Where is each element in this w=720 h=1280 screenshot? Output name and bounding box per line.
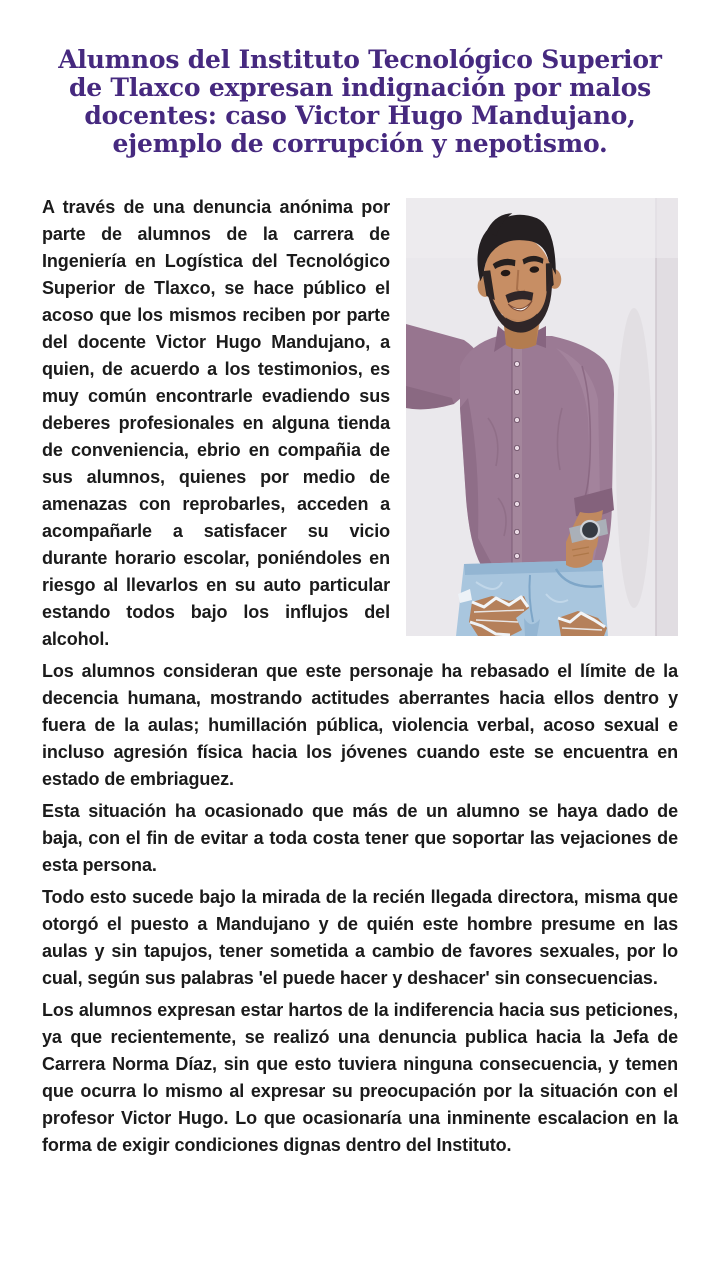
paragraph: Todo esto sucede bajo la mirada de la recién llegada directora, misma que otorgó el puesto a Mandujano y de quién este hombre presume en las aulas y sin tapujos, tener sometida a cambio de favores sexuales, por lo cual, según sus palabras 'el puede hacer y deshacer' sin consecuencias. (42, 887, 678, 988)
article-photo (406, 198, 678, 636)
headline (42, 46, 678, 158)
paragraph: Los alumnos expresan estar hartos de la indiferencia hacia sus peticiones, ya que recientemente, se realizó una denuncia publica hacia la Jefa de Carrera Norma Díaz, sin que esto tuviera ninguna consecuencia, y temen que ocurra lo mismo al expresar su preocupación por la situación con el profesor Victor Hugo. Lo que ocasionaría una inminente escalacion en la forma de exigir condiciones dignas dentro del Instituto. (42, 1000, 678, 1155)
paragraph-lead: A través de una denuncia anónima por parte de alumnos de la carrera de Ingeniería en Logística del Tecnológico Superior de Tlaxco, se hace público el acoso que los mismos reciben por parte del docente Victor Hugo Mandujano, a quien, de acuerdo a los testimonios, es muy común encontrarle evadiendo sus deberes profesionales en alguna tienda de conveniencia, ebrio en compañia de sus alumnos, quienes por medio de amenazas con reprobarles, acceden a acompañarle a satisfacer su vicio durante horario escolar, poniéndoles en riesgo al llevarlos en su auto particular estando todos bajo los influjos del alcohol. (42, 197, 390, 649)
paragraph: Esta situación ha ocasionado que más de un alumno se haya dado de baja, con el fin de evitar a toda costa tener que soportar las vejaciones de esta persona. (42, 801, 678, 875)
headline-line: de Tlaxco expresan indignación por malos (68, 73, 652, 102)
headline-line: Alumnos del Instituto Tecnológico Superior (58, 45, 662, 74)
paragraph: Los alumnos consideran que este personaje ha rebasado el límite de la decencia humana, mostrando actitudes aberrantes hacia ellos dentro y fuera de la aulas; humillación pública, violencia verbal, acoso sexual e incluso agresión física hacia los jóvenes cuando este se encuentra en estado de embriaguez. (42, 661, 678, 789)
headline-line: docentes: caso Victor Hugo Mandujano, (84, 101, 636, 130)
article-body (42, 194, 678, 1159)
watch-face (581, 521, 599, 539)
portrait-photo-illustration (406, 198, 678, 636)
headline-line: ejemplo de corrupción y nepotismo. (112, 129, 608, 158)
